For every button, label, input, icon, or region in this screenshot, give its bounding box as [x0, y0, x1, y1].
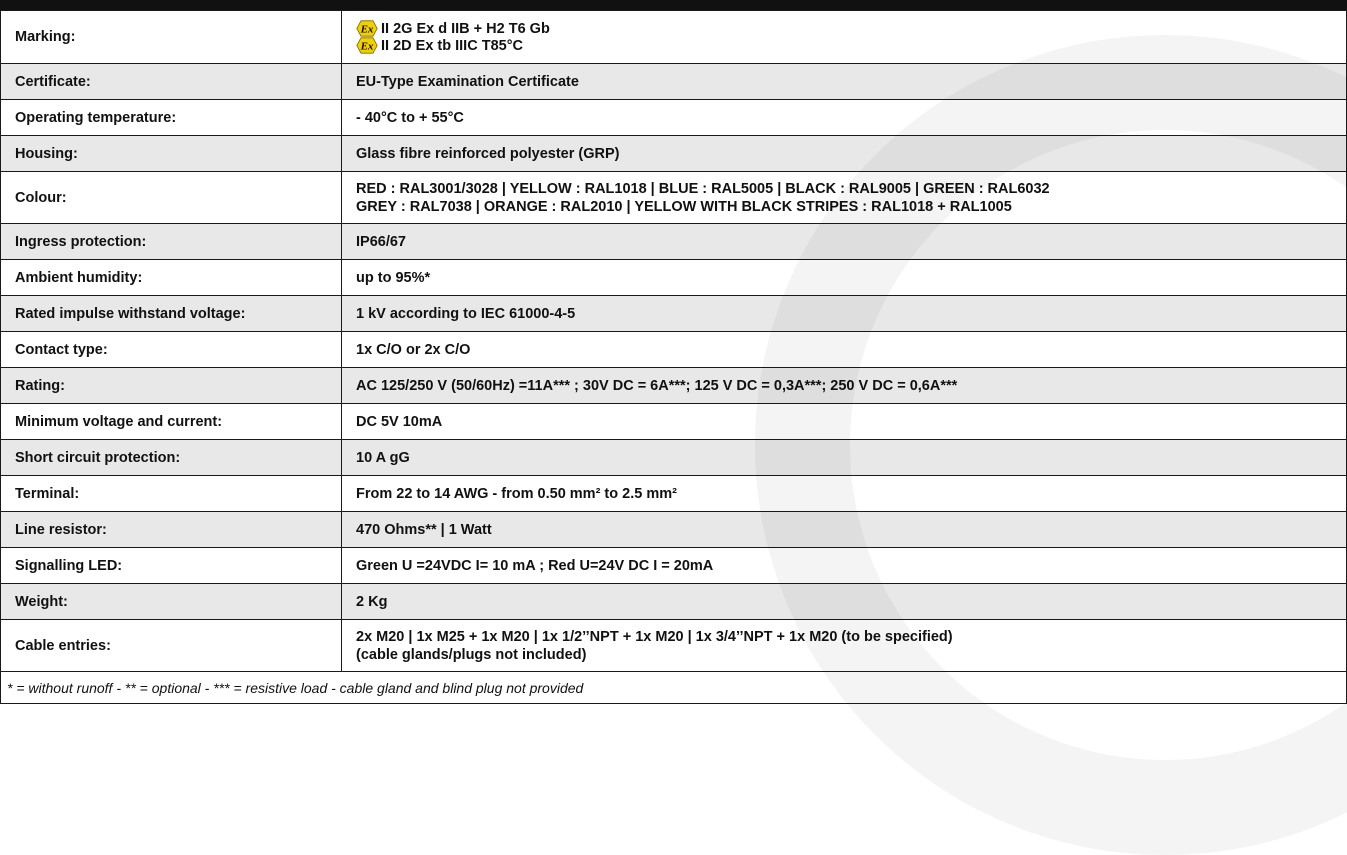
- spec-label: Terminal:: [1, 476, 342, 512]
- table-row-colour: [1, 172, 1347, 224]
- marking-line-gas: [356, 20, 1332, 37]
- svg-text:Ex: Ex: [360, 23, 374, 36]
- spec-value: AC 125/250 V (50/60Hz) =11A*** ; 30V DC = 6A***; 125 V DC = 0,3A***; 250 V DC = 0,6A***: [342, 368, 1347, 404]
- spec-label: Signalling LED:: [1, 548, 342, 584]
- table-row-cable-entries: [1, 620, 1347, 672]
- spec-value: [342, 11, 1347, 64]
- cable-entries-line: 2x M20 | 1x M25 + 1x M20 | 1x 1/2’’NPT + 1x M20 | 1x 3/4’’NPT + 1x M20 (to be specified): [356, 628, 953, 645]
- spec-value: [342, 620, 1347, 672]
- spec-value: 1x C/O or 2x C/O: [342, 332, 1347, 368]
- table-row-contact-type: [1, 332, 1347, 368]
- spec-label: Rating:: [1, 368, 342, 404]
- marking-line-dust: [356, 37, 1332, 54]
- spec-label: Operating temperature:: [1, 100, 342, 136]
- footnote: * = without runoff - ** = optional - *** = resistive load - cable gland and blind plug not provided: [1, 672, 1347, 704]
- table-row-short-circuit: [1, 440, 1347, 476]
- ex-hexagon-icon: [356, 20, 378, 37]
- spec-value: 1 kV according to IEC 61000-4-5: [342, 296, 1347, 332]
- ex-hexagon-icon: [356, 37, 378, 54]
- spec-value: 470 Ohms** | 1 Watt: [342, 512, 1347, 548]
- table-row-ingress-protection: [1, 224, 1347, 260]
- table-row-weight: [1, 584, 1347, 620]
- spec-value: Glass fibre reinforced polyester (GRP): [342, 136, 1347, 172]
- spec-value: DC 5V 10mA: [342, 404, 1347, 440]
- spec-value: Green U =24VDC I= 10 mA ; Red U=24V DC I = 20mA: [342, 548, 1347, 584]
- colour-line: RED : RAL3001/3028 | YELLOW : RAL1018 | BLUE : RAL5005 | BLACK : RAL9005 | GREEN : RAL6032: [356, 180, 1050, 197]
- table-row-rating: [1, 368, 1347, 404]
- spec-label: Marking:: [1, 11, 342, 64]
- table-row-marking: [1, 11, 1347, 64]
- spec-value: 10 A gG: [342, 440, 1347, 476]
- spec-table: [0, 10, 1347, 704]
- spec-label: Cable entries:: [1, 620, 342, 672]
- table-row-operating-temperature: [1, 100, 1347, 136]
- spec-label: Certificate:: [1, 64, 342, 100]
- marking-text: II 2G Ex d IIB + H2 T6 Gb: [381, 20, 550, 37]
- spec-value: - 40°C to + 55°C: [342, 100, 1347, 136]
- table-row-line-resistor: [1, 512, 1347, 548]
- table-row-impulse-voltage: [1, 296, 1347, 332]
- spec-label: Short circuit protection:: [1, 440, 342, 476]
- spec-label: Rated impulse withstand voltage:: [1, 296, 342, 332]
- colour-line: GREY : RAL7038 | ORANGE : RAL2010 | YELLOW WITH BLACK STRIPES : RAL1018 + RAL1005: [356, 198, 1012, 215]
- table-row-certificate: [1, 64, 1347, 100]
- marking-text: II 2D Ex tb IIIC T85°C: [381, 37, 523, 54]
- spec-label: Ingress protection:: [1, 224, 342, 260]
- spec-label: Contact type:: [1, 332, 342, 368]
- spec-label: Line resistor:: [1, 512, 342, 548]
- svg-text:Ex: Ex: [360, 40, 374, 53]
- spec-value: up to 95%*: [342, 260, 1347, 296]
- spec-label: Housing:: [1, 136, 342, 172]
- table-row-ambient-humidity: [1, 260, 1347, 296]
- spec-label: Colour:: [1, 172, 342, 224]
- spec-label: Weight:: [1, 584, 342, 620]
- table-row-minimum-voltage: [1, 404, 1347, 440]
- table-row-signalling-led: [1, 548, 1347, 584]
- spec-value: IP66/67: [342, 224, 1347, 260]
- table-row-housing: [1, 136, 1347, 172]
- spec-label: Ambient humidity:: [1, 260, 342, 296]
- spec-label: Minimum voltage and current:: [1, 404, 342, 440]
- cable-entries-line: (cable glands/plugs not included): [356, 646, 587, 663]
- spec-value: EU-Type Examination Certificate: [342, 64, 1347, 100]
- footnote-row: [1, 672, 1347, 704]
- spec-value: From 22 to 14 AWG - from 0.50 mm² to 2.5 mm²: [342, 476, 1347, 512]
- spec-value: [342, 172, 1347, 224]
- top-header-bar: [0, 0, 1347, 10]
- table-row-terminal: [1, 476, 1347, 512]
- spec-value: 2 Kg: [342, 584, 1347, 620]
